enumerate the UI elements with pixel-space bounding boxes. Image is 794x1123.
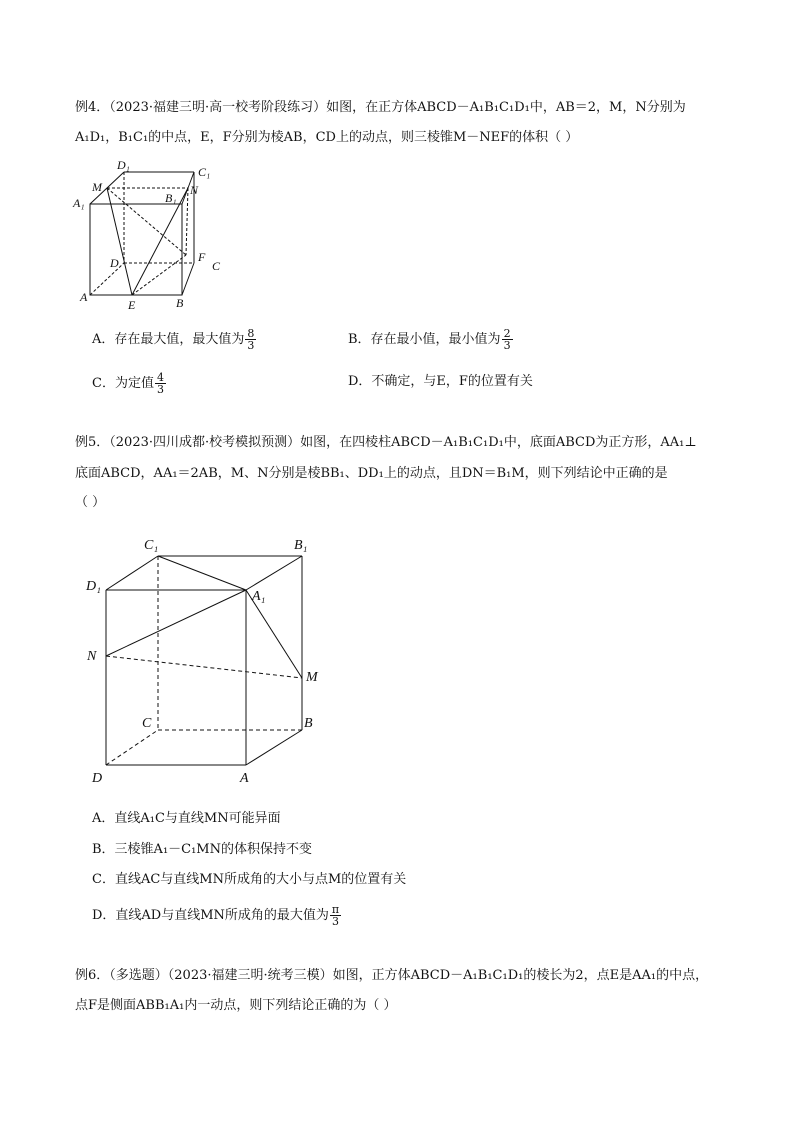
ex4-option-d: D．不确定，与E，F的位置有关 xyxy=(348,374,533,389)
ex5-prism-figure xyxy=(80,528,340,788)
ex5-label-d1: D₁ xyxy=(86,579,101,594)
ex5-option-b: B．三棱锥A₁－C₁MN的体积保持不变 xyxy=(92,842,312,857)
ex6-question-line2: 点F是侧面ABB₁A₁内一动点，则下列结论正确的为（ ） xyxy=(75,998,397,1013)
ex4-option-a: A．存在最大值，最大值为 $\frac{8}{3}$ xyxy=(92,327,255,352)
ex5-label-n: N xyxy=(87,649,97,664)
ex4-label-e: E xyxy=(128,298,136,312)
ex4-label-b1: B₁ xyxy=(165,191,177,205)
ex4-label-b: B xyxy=(176,296,184,310)
ex4-label-d1: D₁ xyxy=(117,158,130,172)
ex4-label-f: F xyxy=(198,250,206,264)
ex5-label-d: D xyxy=(92,771,103,786)
ex4-label-a1: A₁ xyxy=(73,196,85,210)
ex5-option-a: A．直线A₁C与直线MN可能异面 xyxy=(92,811,281,826)
ex4-question-line1: 例4．（2023·福建三明·高一校考阶段练习）如图，在正方体ABCD－A₁B₁C₁D₁中，AB＝2，M，N分别为 xyxy=(75,100,686,115)
ex5-label-m: M xyxy=(306,670,318,685)
ex5-label-c: C xyxy=(142,716,152,731)
ex4-option-c: C．为定值 $\frac{4}{3}$ xyxy=(92,371,164,396)
ex5-label-c1: C₁ xyxy=(144,538,159,553)
ex5-label-a: A xyxy=(240,771,249,786)
ex5-label-a1: A₁ xyxy=(252,589,266,604)
ex4-label-n: N xyxy=(190,183,199,197)
ex4-label-a: A xyxy=(80,290,88,304)
ex5-option-c: C．直线AC与直线MN所成角的大小与点M的位置有关 xyxy=(92,872,407,887)
ex5-label-b: B xyxy=(304,716,313,731)
ex5-question-line1: 例5．（2023·四川成都·校考模拟预测）如图，在四棱柱ABCD－A₁B₁C₁D₁中，底面ABCD为正方形，AA₁⊥ xyxy=(75,435,697,450)
ex4-label-c1: C₁ xyxy=(198,165,211,179)
ex4-label-c: C xyxy=(212,259,221,273)
ex4-label-m: M xyxy=(92,180,102,194)
ex5-label-b1: B₁ xyxy=(294,538,308,553)
ex4-question-line2: A₁D₁，B₁C₁的中点，E，F分别为棱AB，CD上的动点，则三棱锥M－NEF的体积（ ） xyxy=(75,130,579,145)
ex6-question-line1: 例6．（多选题）（2023·福建三明·统考三模）如图，正方体ABCD－A₁B₁C₁D₁的棱长为2，点E是AA₁的中点， xyxy=(75,968,709,983)
ex4-option-b: B．存在最小值，最小值为 $\frac{2}{3}$ xyxy=(348,327,511,352)
ex4-cube-figure xyxy=(70,155,240,315)
ex5-question-line2: 底面ABCD，AA₁＝2AB，M、N分别是棱BB₁、DD₁上的动点，且DN＝B₁M，则下列结论中正确的是 xyxy=(75,466,668,481)
ex4-label-d: D xyxy=(110,256,119,270)
ex5-question-line3: （ ） xyxy=(75,495,106,510)
ex5-option-d: D．直线AD与直线MN所成角的最大值为 $\frac{\pi}{3}$ xyxy=(92,903,340,928)
